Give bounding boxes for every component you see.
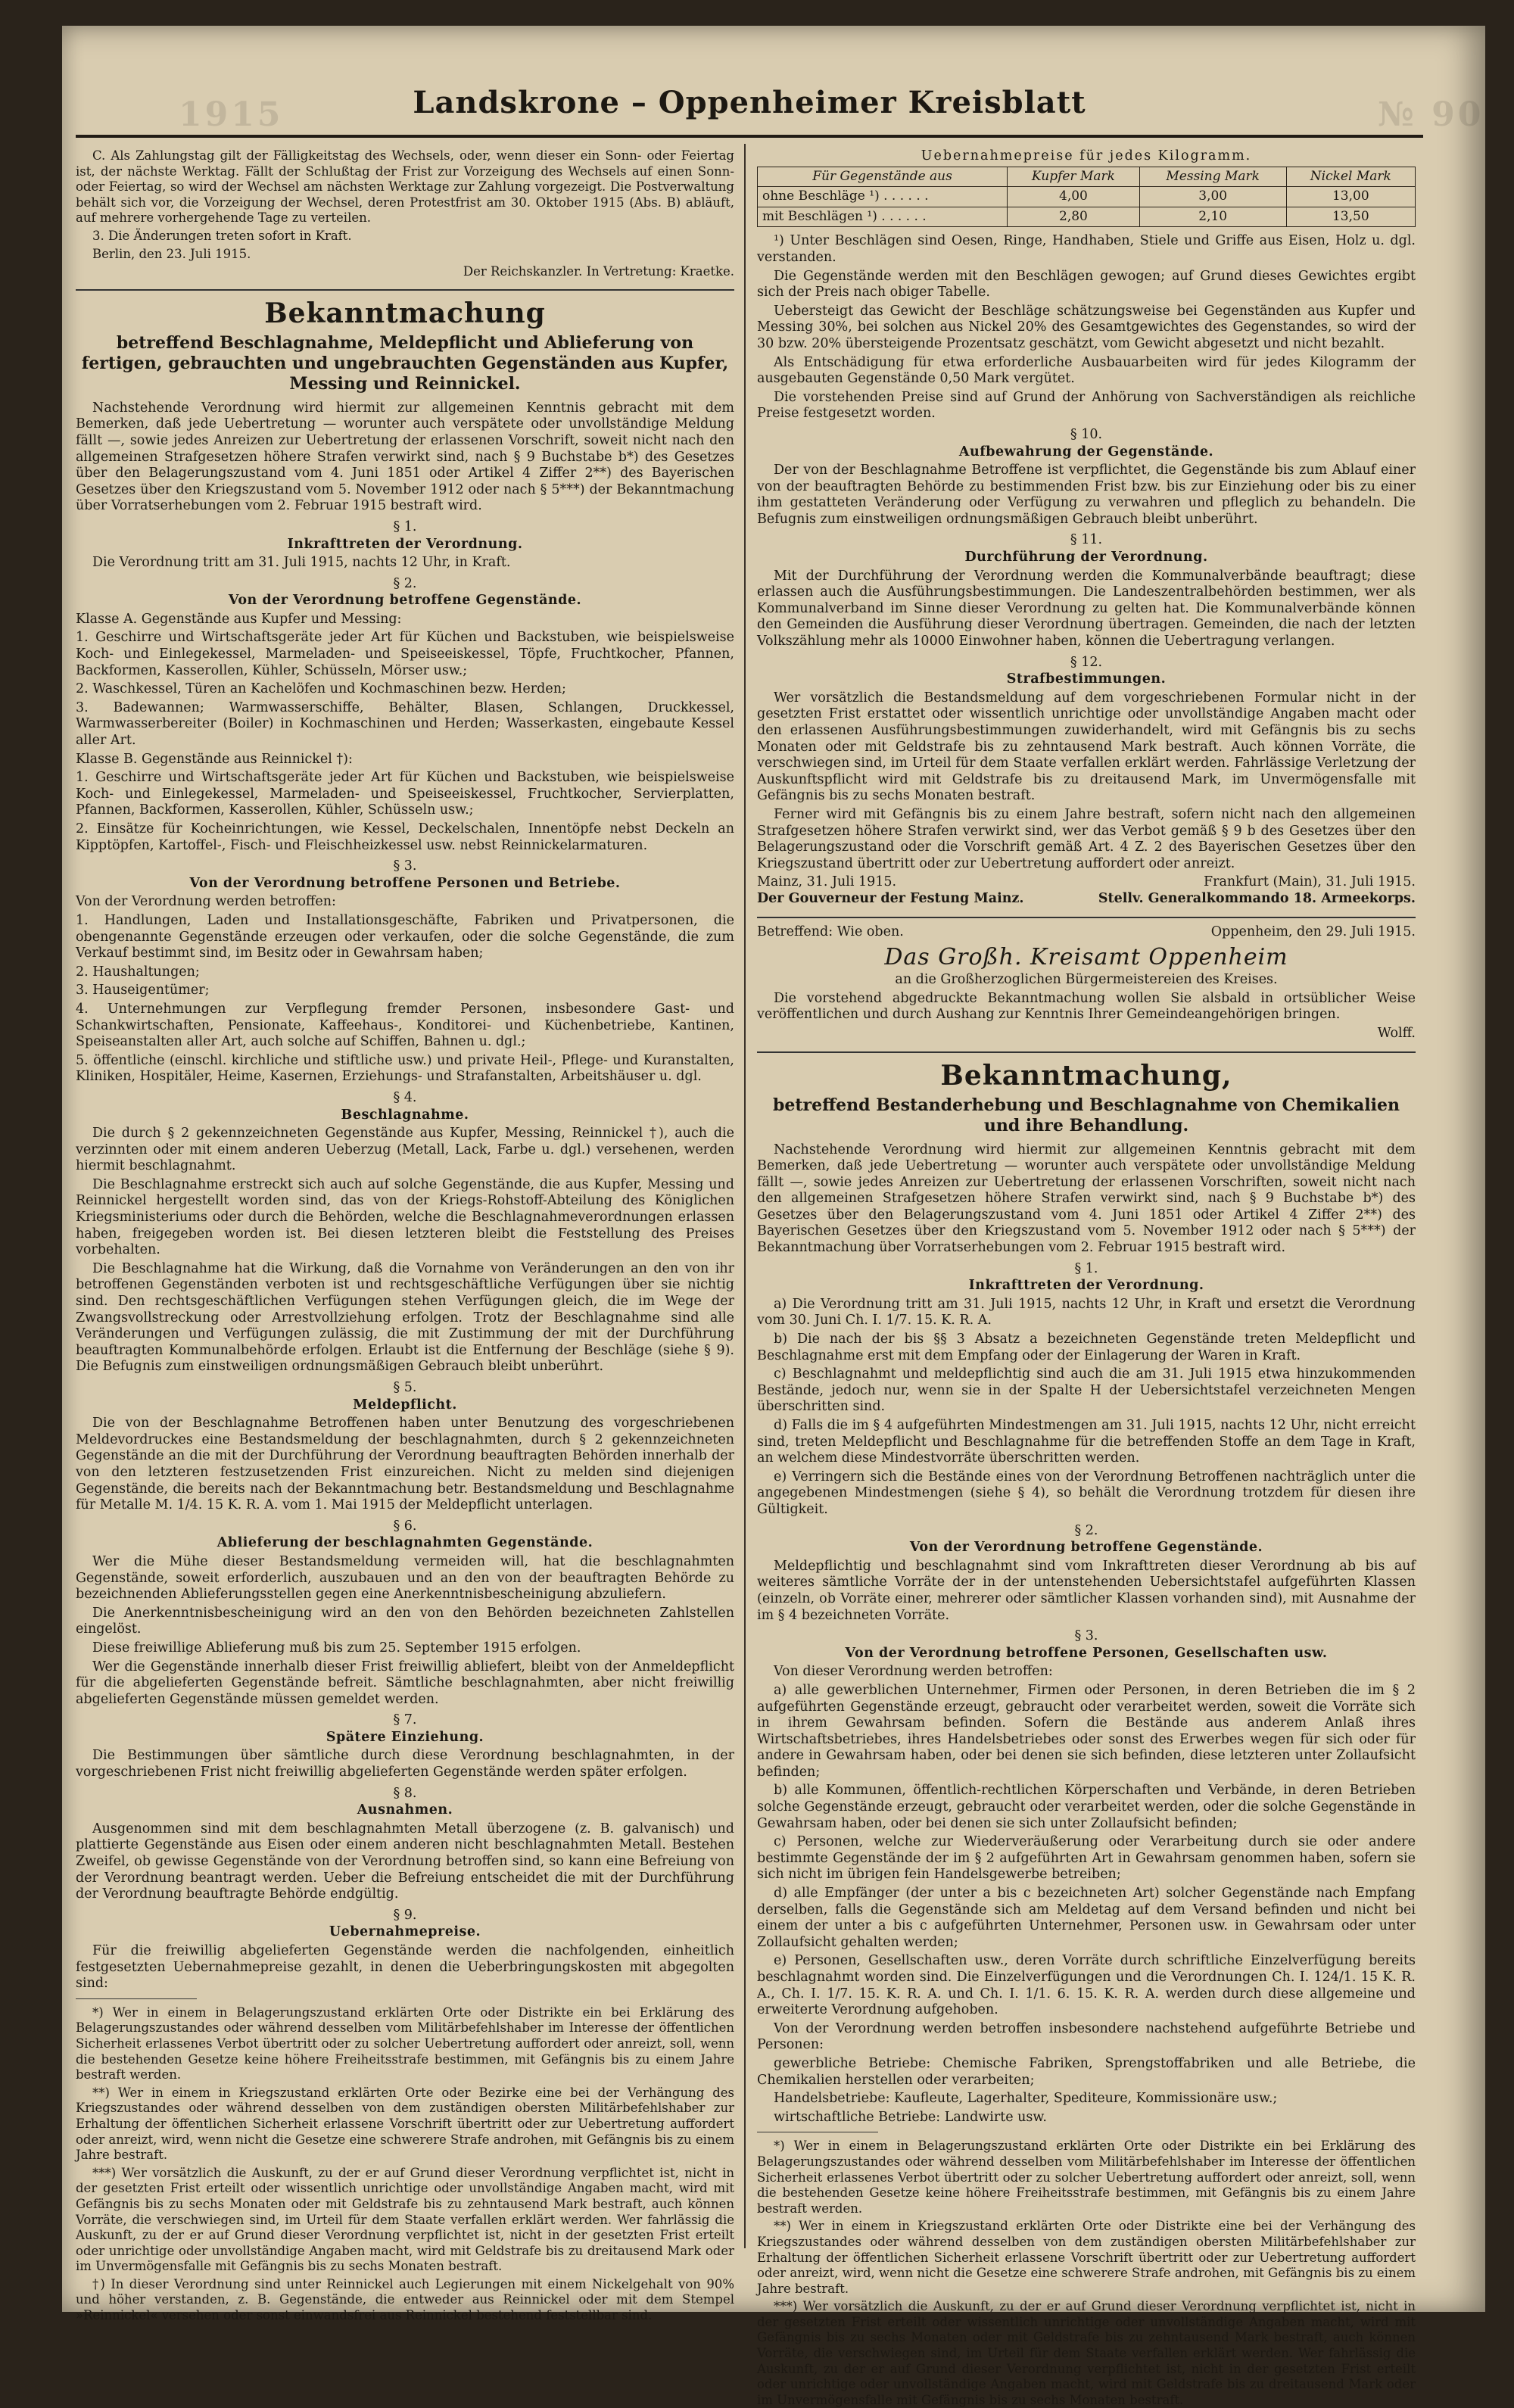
reference-label: Betreffend: Wie oben. bbox=[757, 924, 904, 939]
section-text: Wer die Mühe dieser Bestandsmeldung vermeiden will, hat die beschlagnahmten Gegenstände, soweit erforderlich, auszubauen und an den von der beauftragten Behörde zu bezeichnenden Ablieferungsstellen gegen eine Anerkenntnisbescheinigung abzuliefern. bbox=[76, 1553, 734, 1603]
section-heading: Uebernahmepreise. bbox=[329, 1924, 481, 1940]
section-heading: Strafbestimmungen. bbox=[1006, 671, 1167, 687]
kreisamt-signature: Wolff. bbox=[1377, 1025, 1416, 1041]
section-number: § 1. bbox=[1074, 1260, 1098, 1276]
list-item: gewerbliche Betriebe: Chemische Fabriken, Sprengstoffabriken und alle Betriebe, die Chemikalien herstellen oder verarbeiten; bbox=[757, 2055, 1416, 2088]
section-text: Die durch § 2 gekennzeichneten Gegenstände aus Kupfer, Messing, Reinnickel †), auch die verzinnten oder mit einem anderen Ueberzug (Metall, Lack, Farbe u. dgl.) versehenen, werden hiermit beschlagnahmt. bbox=[76, 1126, 734, 1174]
kreisamt-heading: Das Großh. Kreisamt Oppenheim bbox=[884, 944, 1288, 971]
footnote: *) Wer in einem in Belagerungszustand erklärten Orte oder Distrikte ein bei Erklärung des Belagerungszustandes oder während desselben vom Militärbefehlshaber im Interesse der öffentlichen Sicherheit erlassenes Verbot übertritt oder zu solcher Uebertretung auffordert oder anreizt, soll, wenn die bestehenden Gesetze keine höhere Freiheitsstrafe bestimmen, mit Gefängnis bis zu einem Jahre bestraft werden. bbox=[757, 2139, 1416, 2216]
notice-title: Bekanntmachung, bbox=[940, 1059, 1232, 1092]
intro-paragraph: 3. Die Änderungen treten sofort in Kraft. bbox=[92, 228, 352, 243]
signature-place: Frankfurt (Main), 31. Juli 1915. bbox=[1203, 874, 1416, 890]
signature-row bbox=[757, 874, 1416, 891]
table-header-row bbox=[758, 167, 1416, 187]
section-text: Die Anerkenntnisbescheinigung wird an den von den Behörden bezeichneten Zahlstellen eingelöst. bbox=[76, 1605, 734, 1637]
table-cell: 3,00 bbox=[1139, 187, 1286, 207]
list-item: Klasse B. Gegenstände aus Reinnickel †): bbox=[76, 751, 353, 767]
section-text: Diese freiwillige Ablieferung muß bis zum 25. September 1915 erfolgen. bbox=[92, 1640, 581, 1656]
table-cell: ohne Beschläge ¹) . . . . . . bbox=[758, 187, 1008, 207]
section-heading: Von der Verordnung betroffene Personen, Gesellschaften usw. bbox=[845, 1645, 1328, 1661]
section-heading: Meldepflicht. bbox=[353, 1397, 457, 1413]
masthead-rule bbox=[76, 135, 1423, 138]
left-column bbox=[76, 148, 734, 2323]
section-number: § 12. bbox=[1070, 654, 1103, 670]
section-heading: Aufbewahrung der Gegenstände. bbox=[958, 444, 1214, 459]
section-text: Für die freiwillig abgelieferten Gegenstände werden die nachfolgenden, einheitlich festgesetzten Uebernahmepreise gezahlt, in denen die Ueberbringungskosten mit abgegolten sind: bbox=[76, 1943, 734, 1992]
intro-block bbox=[76, 148, 734, 280]
table-cell: 4,00 bbox=[1008, 187, 1140, 207]
section-number: § 1. bbox=[393, 519, 417, 534]
list-item: 3. Hauseigentümer; bbox=[76, 983, 210, 998]
list-item: 5. öffentliche (einschl. kirchliche und stiftliche usw.) und private Heil-, Pflege- und Kuranstalten, Kliniken, Hospitäler, Heime, Kasernen, Erziehungs- und Strafanstalten, Arbeitshäuser u. dgl. bbox=[76, 1052, 734, 1085]
table-cell: mit Beschlägen ¹) . . . . . . bbox=[758, 207, 1008, 227]
section-number: § 9. bbox=[393, 1907, 417, 1923]
list-item: e) Verringern sich die Bestände eines von der Verordnung Betroffenen nachträglich unter die angegebenen Mindestmengen (siehe § 4), so behält die Verordnung trotzdem für diesen ihre Gültigkeit. bbox=[757, 1469, 1416, 1517]
section-number: § 2. bbox=[393, 575, 417, 591]
list-item: Von dieser Verordnung werden betroffen: bbox=[774, 1664, 1053, 1680]
section-text: Meldepflichtig und beschlagnahmt sind vom Inkrafttreten dieser Verordnung ab bis auf weiteres sämtliche Vorräte der in der untenstehenden Uebersichtstafel aufgeführten Klassen (einzeln, ob Vorräte einer, mehrerer oder sämtlicher Klassen vorhanden sind), mit Ausnahme der im § 4 bezeichneten Vorräte. bbox=[757, 1558, 1416, 1623]
price-note: Die vorstehenden Preise sind auf Grund der Anhörung von Sachverständigen als reichliche Preise festgesetzt worden. bbox=[757, 389, 1416, 422]
footnote: **) Wer in einem in Kriegszustand erklärten Orte oder Distrikte eine bei der Verhängung des Kriegszustandes oder während desselben von dem zuständigen obersten Militärbefehlshaber zur Erhaltung der öffentlichen Sicherheit erlassene Vorschrift übertritt oder zur Uebertretung auffordert oder anreizt, wird, wenn nicht die Gesetze eine schwerere Strafe androhen, mit Gefängnis bis zu einem Jahre bestraft. bbox=[757, 2219, 1416, 2296]
signature-row bbox=[757, 891, 1416, 908]
section-number: § 3. bbox=[1074, 1628, 1098, 1644]
section-number: § 8. bbox=[393, 1785, 417, 1801]
section-text: Ausgenommen sind mit dem beschlagnahmten Metall überzogene (z. B. galvanisch) und plattierte Gegenstände aus Eisen oder einem anderen nicht beschlagnahmten Metall. Bestehen Zweifel, ob gewisse Gegenstände von der Verordnung betroffen sind, so kann eine Befreiung von der Verordnung beantragt werden. Ueber die Befreiung entscheidet die mit der Durchführung der Verordnung beauftragte Behörde endgültig. bbox=[76, 1821, 734, 1902]
list-item: 1. Handlungen, Laden und Installationsgeschäfte, Fabriken und Privatpersonen, die obengenannte Gegenstände erzeugen oder verkaufen, oder die solche Gegenstände, die zum Verkauf bestimmt sind, im Besitz oder in Gewahrsam haben; bbox=[76, 912, 734, 961]
price-note: Uebersteigt das Gewicht der Beschläge schätzungsweise bei Gegenständen aus Kupfer und Messing 30%, bei solchen aus Nickel 20% des Gesamtgewichtes des Gegenstandes, so wird der 30 bzw. 20% übersteigende Prozentsatz geschätzt, vom Gewicht abgesetzt und nicht bezahlt. bbox=[757, 303, 1416, 351]
list-item: a) alle gewerblichen Unternehmer, Firmen oder Personen, in deren Betrieben die im § 2 aufgeführten Gegenstände erzeugt, gebraucht oder verarbeitet werden, soweit die Vorräte sich in ihrem Gewahrsam befinden. Sofern die Bestände aus anderem Anlaß ihres Wirtschaftsbetriebes, ihres Handelsbetriebes oder sonst des Erwerbes wegen für sich oder für andere in Gewahrsam haben, oder bei denen sie sich befinden, diese letzteren unter Zollaufsicht befinden; bbox=[757, 1682, 1416, 1780]
list-item: a) Die Verordnung tritt am 31. Juli 1915, nachts 12 Uhr, in Kraft und ersetzt die Verordnung vom 30. Juni Ch. I. 1/7. 15. K. R. A. bbox=[757, 1296, 1416, 1329]
list-item: Klasse A. Gegenstände aus Kupfer und Messing: bbox=[76, 611, 402, 627]
bleed-through-issue: № 90 bbox=[1378, 95, 1484, 134]
list-item: 1. Geschirre und Wirtschaftsgeräte jeder Art für Küchen und Backstuben, wie beispielsweise Koch- und Einlegekessel, Marmeladen- und Speiseeiskessel, Töpfe, Fruchtkocher, Pfannen, Backformen, Kasserollen, Kühler, Schüsseln, Mörser usw.; bbox=[76, 630, 734, 678]
footnote: †) In dieser Verordnung sind unter Reinnickel auch Legierungen mit einem Nickelgehalt von 90% und höher verstanden, z. B. Gegenstände, die entweder aus Reinnickel oder mit dem Stempel »Reinnickel« versehen oder sonst einwandsfrei aus Reinnickel bestehend feststellbar sind. bbox=[76, 2276, 734, 2323]
section-heading: Spätere Einziehung. bbox=[326, 1729, 484, 1745]
section-number: § 4. bbox=[393, 1089, 417, 1105]
table-cell: 13,00 bbox=[1286, 187, 1415, 207]
right-column bbox=[757, 148, 1416, 2407]
kreisamt-text: Die vorstehend abgedruckte Bekanntmachung wollen Sie alsbald in ortsüblicher Weise veröffentlichen und durch Aushang zur Kenntnis Ihrer Gemeindeangehörigen bringen. bbox=[757, 990, 1416, 1023]
footnote: ***) Wer vorsätzlich die Auskunft, zu der er auf Grund dieser Verordnung verpflichtet ist, nicht in der gesetzten Frist erteilt oder wissentlich unrichtige oder unvollständige Angaben macht, wird mit Gefängnis bis zu sechs Monaten oder mit Geldstrafe bis zu zehntausend Mark bestraft, auch können Vorräte, die verschwiegen sind, im Urteil für dem Staate verfallen erklärt werden. Wer fahrlässig die Auskunft, zu der er auf Grund dieser Verordnung verpflichtet ist, nicht in der gesetzten Frist erteilt oder unrichtige oder unvollständige Angaben macht, wird mit Geldstrafe bis zu dreitausend Mark oder im Unvermögensfalle mit Gefängnis bis zu sechs Monaten bestraft. bbox=[757, 2299, 1416, 2407]
table-cell: 2,80 bbox=[1008, 207, 1140, 227]
footnote: *) Wer in einem in Belagerungszustand erklärten Orte oder Distrikte ein bei Erklärung des Belagerungszustandes oder während desselben vom Militärbefehlshaber im Interesse der öffentlichen Sicherheit erlassenes Verbot übertritt oder zu solcher Uebertretung auffordert oder anreizt, soll, wenn die bestehenden Gesetze keine höhere Freiheitsstrafe bestimmen, mit Gefängnis bis zu einem Jahre bestraft werden. bbox=[76, 2005, 734, 2082]
section-number: § 5. bbox=[393, 1380, 417, 1395]
section-number: § 2. bbox=[1074, 1522, 1098, 1538]
list-item: 2. Haushaltungen; bbox=[76, 964, 200, 980]
kreisamt-addressee: an die Großherzoglichen Bürgermeistereien des Kreises. bbox=[895, 972, 1278, 988]
list-item: Handelsbetriebe: Kaufleute, Lagerhalter, Spediteure, Kommissionäre usw.; bbox=[774, 2091, 1278, 2107]
signature-place: Mainz, 31. Juli 1915. bbox=[757, 874, 897, 890]
notice-title: Bekanntmachung bbox=[264, 297, 546, 329]
price-note: ¹) Unter Beschlägen sind Oesen, Ringe, Handhaben, Stiele und Griffe aus Eisen, Holz u. dgl. verstanden. bbox=[757, 233, 1416, 265]
table-row bbox=[758, 187, 1416, 207]
section-text: Die Verordnung tritt am 31. Juli 1915, nachts 12 Uhr, in Kraft. bbox=[92, 555, 511, 571]
reference-row bbox=[757, 924, 1416, 941]
divider bbox=[76, 289, 734, 291]
list-item: c) Personen, welche zur Wiederveräußerung oder Verarbeitung durch sie oder andere bestimmte Gegenstände der im § 2 aufgeführten Art in Gewahrsam genommen haben, sofern sie sich nicht im übrigen fein Handelsgewerbe betreiben; bbox=[757, 1834, 1416, 1883]
section-heading: Ausnahmen. bbox=[357, 1802, 453, 1818]
section-number: § 6. bbox=[393, 1518, 417, 1534]
list-item: 2. Waschkessel, Türen an Kachelöfen und Kochmaschinen bezw. Herden; bbox=[76, 681, 566, 697]
column-divider bbox=[744, 144, 746, 2248]
divider bbox=[757, 917, 1416, 918]
section-text: Die Beschlagnahme erstreckt sich auch auf solche Gegenstände, die aus Kupfer, Messing und Reinnickel hergestellt worden sind, das von der Kriegs-Rohstoff-Abteilung des Königlichen Kriegsministeriums oder durch die Behörden, welche die Beschlagnahmeverordnungen erlassen haben, freigegeben worden ist. Bei diesen letzteren bleibt die Feststellung des Preises vorbehalten. bbox=[76, 1176, 734, 1258]
section-text: Die Bestimmungen über sämtliche durch diese Verordnung beschlagnahmten, in der vorgeschriebenen Frist nicht freiwillig abgelieferten Gegenstände werden später erfolgen. bbox=[76, 1748, 734, 1780]
masthead: Landskrone – Oppenheimer Kreisblatt bbox=[413, 85, 1086, 120]
list-item: 1. Geschirre und Wirtschaftsgeräte jeder Art für Küchen und Backstuben, wie beispielsweise Koch- und Einlegekessel, Marmeladen- und Speiseeiskessel, Fruchtkocher, Servierplatten, Pfannen, Backformen, Kasserollen, Kühler, Schüsseln usw.; bbox=[76, 770, 734, 818]
list-item: wirtschaftliche Betriebe: Landwirte usw. bbox=[774, 2109, 1047, 2125]
section-number: § 11. bbox=[1070, 532, 1103, 548]
section-heading: Inkrafttreten der Verordnung. bbox=[968, 1278, 1204, 1294]
footnote: ***) Wer vorsätzlich die Auskunft, zu der er auf Grund dieser Verordnung verpflichtet ist, nicht in der gesetzten Frist erteilt oder wissentlich unrichtige oder unvollständige Angaben macht, wird mit Gefängnis bis zu sechs Monaten oder mit Geldstrafe bis zu zehntausend Mark bestraft, auch können Vorräte, die verschwiegen sind, im Urteil für dem Staate verfallen erklärt werden. Wer fahrlässig die Auskunft, zu der er auf Grund dieser Verordnung verpflichtet ist, nicht in der gesetzten Frist erteilt oder unrichtige oder unvollständige Angaben macht, wird mit Geldstrafe bis zu dreitausend Mark oder im Unvermögensfalle mit Gefängnis bis zu sechs Monaten bestraft. bbox=[76, 2165, 734, 2274]
section-text: Mit der Durchführung der Verordnung werden die Kommunalverbände beauftragt; diese erlassen auch die Ausführungsbestimmungen. Die Landeszentralbehörden bestimmen, wer als Kommunalverband im Sinne dieser Verordnung zu gelten hat. Die Kommunalverbände können den Gemeinden die Ausführung dieser Verordnung übertragen. Gemeinden, die nach der letzten Volkszählung mehr als 10000 Einwohner haben, können die Uebertragung verlangen. bbox=[757, 568, 1416, 650]
list-item: 3. Badewannen; Warmwasserschiffe, Behälter, Blasen, Schlangen, Druckkessel, Warmwasserbereiter (Boiler) in Kochmaschinen und Herden; Wasserkasten, eingebaute Kessel aller Art. bbox=[76, 699, 734, 749]
footnote-separator bbox=[76, 1998, 197, 1999]
section-text: Der von der Beschlagnahme Betroffene ist verpflichtet, die Gegenstände bis zum Ablauf einer von der beauftragten Behörde zu bestimmenden Frist bzw. bis zur Einziehung oder bis zu einer ihm gestatteten Veränderung oder Verfügung zu verwahren und pfleglich zu behandeln. Die Befugnis zum einstweiligen ordnungsmäßigen Gebrauch bleibt unberührt. bbox=[757, 463, 1416, 527]
section-heading: Von der Verordnung betroffene Gegenstände. bbox=[909, 1540, 1263, 1556]
list-item: b) alle Kommunen, öffentlich-rechtlichen Körperschaften und Verbände, in deren Betrieben solche Gegenstände erzeugt, gebraucht oder verarbeitet werden, oder die solche Gegenstände in Gewahrsam haben, oder bei denen sie sich unter Zollaufsicht befinden; bbox=[757, 1783, 1416, 1831]
list-item: e) Personen, Gesellschaften usw., deren Vorräte durch schriftliche Einzelverfügung bereits beschlagnahmt worden sind. Die Einzelverfügungen und die Verordnungen Ch. I. 124/1. 15 K. R. A., Ch. I. 1/7. 15. K. R. A. und Ch. I. 1/1. 6. 15. K. R. A. werden durch diese allgemeine und erweiterte Verordnung aufgehoben. bbox=[757, 1953, 1416, 2018]
signature-name: Der Gouverneur der Festung Mainz. bbox=[757, 890, 1024, 906]
intro-paragraph: C. Als Zahlungstag gilt der Fälligkeitstag des Wechsels, oder, wenn dieser ein Sonn- oder Feiertag ist, der nächste Werktag. Fällt der Schlußtag der Frist zur Vorzeigung des Wechsels auf einen Sonn- oder Feiertag, so wird der Wechsel am nächsten Werktage zur Zahlung vorgezeigt. Die Postverwaltung behält sich vor, die Vorzeigung der Wechsel, deren Protestfrist am 30. Oktober 1915 (Abs. B) abläuft, auf mehrere vorhergehende Tage zu verteilen. bbox=[76, 148, 734, 226]
section-text: Die von der Beschlagnahme Betroffenen haben unter Benutzung des vorgeschriebenen Meldevordruckes eine Bestandsmeldung der beschlagnahmten, durch § 2 gekennzeichneten Gegenstände an die mit der Durchführung der Verordnung beauftragten Behörden innerhalb der von den letzteren festzusetzenden Frist einzureichen. Nicht zu melden sind diejenigen Gegenstände, die bereits nach der Bekanntmachung betr. Bestandsmeldung und Beschlagnahme für Metalle M. 1/4. 15 K. R. A. vom 1. Mai 1915 der Meldepflicht unterlagen. bbox=[76, 1416, 734, 1513]
section-heading: Durchführung der Verordnung. bbox=[964, 550, 1208, 565]
signature-name: Stellv. Generalkommando 18. Armeekorps. bbox=[1098, 890, 1416, 906]
table-header: Nickel Mark bbox=[1286, 167, 1415, 187]
section-heading: Beschlagnahme. bbox=[341, 1107, 469, 1123]
notice-subtitle: betreffend Bestanderhebung und Beschlagnahme von Chemikalien und ihre Behandlung. bbox=[772, 1095, 1400, 1135]
list-item: 2. Einsätze für Kocheinrichtungen, wie Kessel, Deckelschalen, Innentöpfe nebst Deckeln an Kipptöpfen, Kartoffel-, Fisch- und Fleischheizkessel usw. nebst Reinnickelarmaturen. bbox=[76, 821, 734, 853]
price-table bbox=[757, 167, 1416, 228]
preamble: Nachstehende Verordnung wird hiermit zur allgemeinen Kenntnis gebracht mit dem Bemerken, daß jede Uebertretung — worunter auch verspätete oder unvollständige Meldung fällt —, sowie jedes Anreizen zur Uebertretung der erlassenen Vorschriften, soweit nicht nach den allgemeinen Strafgesetzen höhere Strafen verwirkt sind, nach § 9 Buchstabe b*) des Gesetzes über den Belagerungszustand vom 4. Juni 1851 oder Artikel 4 Ziffer 2**) des Bayerischen Gesetzes über den Kriegszustand vom 5. November 1912 oder nach § 5***) der Bekanntmachung über Vorratserhebungen vom 2. Februar 1915 bestraft wird. bbox=[757, 1142, 1416, 1256]
section-heading: Ablieferung der beschlagnahmten Gegenstände. bbox=[217, 1535, 593, 1551]
list-item: b) Die nach der bis §§ 3 Absatz a bezeichneten Gegenstände treten Meldepflicht und Beschlagnahme erst mit dem Empfang oder der Einlagerung der Waren in Kraft. bbox=[757, 1332, 1416, 1363]
table-row bbox=[758, 207, 1416, 227]
list-item: Von der Verordnung werden betroffen insbesondere nachstehend aufgeführte Betriebe und Personen: bbox=[757, 2020, 1416, 2053]
bleed-through-year: 1915 bbox=[179, 95, 284, 134]
section-number: § 10. bbox=[1070, 426, 1103, 442]
table-cell: 2,10 bbox=[1139, 207, 1286, 227]
section-heading: Inkrafttreten der Verordnung. bbox=[287, 536, 523, 552]
table-header: Kupfer Mark bbox=[1008, 167, 1140, 187]
section-text: Ferner wird mit Gefängnis bis zu einem Jahre bestraft, sofern nicht nach den allgemeinen Strafgesetzen höhere Strafen verwirkt sind, wer das Verbot gemäß § 9 b des Gesetzes über den Belagerungszustand oder die Vorschrift gemäß Art. 4 Z. 2 des Bayerischen Gesetzes über den Kriegszustand übertritt oder zur Uebertretung auffordert oder anreizt. bbox=[757, 806, 1416, 871]
footnote: **) Wer in einem in Kriegszustand erklärten Orte oder Bezirke eine bei der Verhängung des Kriegszustandes oder während desselben von dem zuständigen obersten Militärbefehlshaber zur Erhaltung der öffentlichen Sicherheit erlassene Vorschrift übertritt oder zur Uebertretung auffordert oder anreizt, wird, wenn nicht die Gesetze eine schwerere Strafe androhen, mit Gefängnis bis zu einem Jahre bestraft. bbox=[76, 2085, 734, 2163]
list-item: 4. Unternehmungen zur Verpflegung fremder Personen, insbesondere Gast- und Schankwirtschaften, Pensionate, Kaffeehaus-, Konditorei- und Küchenbetriebe, Kantinen, Speiseanstalten aller Art, auch solche auf Schiffen, Bahnen u. dgl.; bbox=[76, 1001, 734, 1050]
section-heading: Von der Verordnung betroffene Personen und Betriebe. bbox=[189, 875, 621, 891]
reference-date: Oppenheim, den 29. Juli 1915. bbox=[1210, 924, 1416, 939]
preamble: Nachstehende Verordnung wird hiermit zur allgemeinen Kenntnis gebracht mit dem Bemerken, daß jede Uebertretung — worunter auch verspätete oder unvollständige Meldung fällt —, sowie jedes Anreizen zur Uebertretung der erlassenen Vorschrift, soweit nicht nach den allgemeinen Strafgesetzen höhere Strafen verwirkt sind, nach § 9 Buchstabe b*) des Gesetzes über den Belagerungszustand vom 4. Juni 1851 oder Artikel 4 Ziffer 2**) des Bayerischen Gesetzes über den Kriegszustand vom 5. November 1912 oder nach § 5***) der Bekanntmachung über Vorratserhebungen vom 2. Februar 1915 bestraft wird. bbox=[76, 400, 734, 514]
intro-signature: Der Reichskanzler. In Vertretung: Kraetke. bbox=[463, 264, 734, 279]
list-item: d) alle Empfänger (der unter a bis c bezeichneten Art) solcher Gegenstände nach Empfang derselben, falls die Gegenstände sich am Meldetag auf dem Versand befinden und nicht bei einem der unter a bis c aufgeführten Unternehmer, Personen usw. in Gewahrsam oder unter Zollaufsicht gehalten werden; bbox=[757, 1886, 1416, 1950]
notice-subtitle: betreffend Beschlagnahme, Meldepflicht und Ablieferung von fertigen, gebrauchten und ungebrauchten Gegenständen aus Kupfer, Messing und Reinnickel. bbox=[81, 332, 729, 394]
list-item: d) Falls die im § 4 aufgeführten Mindestmengen am 31. Juli 1915, nachts 12 Uhr, nicht erreicht sind, treten Meldepflicht und Beschlagnahme für die betreffenden Stoffe an dem Tage in Kraft, an welchem diese Mindestvorräte überschritten werden. bbox=[757, 1418, 1416, 1466]
table-cell: 13,50 bbox=[1286, 207, 1415, 227]
section-number: § 3. bbox=[393, 858, 417, 874]
list-item: c) Beschlagnahmt und meldepflichtig sind auch die am 31. Juli 1915 etwa hinzukommenden Bestände, jedoch nur, wenn sie in der Spalte H der Uebersichtstafel verzeichneten Mengen überschritten sind. bbox=[757, 1366, 1416, 1415]
price-note: Als Entschädigung für etwa erforderliche Ausbauarbeiten wird für jedes Kilogramm der ausgebauten Gegenstände 0,50 Mark vergütet. bbox=[757, 354, 1416, 387]
list-item: Von der Verordnung werden betroffen: bbox=[76, 894, 336, 910]
section-text: Wer die Gegenstände innerhalb dieser Frist freiwillig abliefert, bleibt von der Anmeldepflicht für die abgelieferten Gegenstände befreit. Sämtliche beschlagnahmten, aber nicht freiwillig abgelieferten Gegenstände müssen gemeldet werden. bbox=[76, 1659, 734, 1707]
section-text: Die Beschlagnahme hat die Wirkung, daß die Vornahme von Veränderungen an den von ihr betroffenen Gegenständen verboten ist und rechtsgeschäftliche Verfügungen über sie nichtig sind. Den rechtsgeschäftlichen Verfügungen stehen Verfügungen gleich, die im Wege der Zwangsvollstreckung oder Arrestvollziehung erfolgen. Trotz der Beschlagnahme sind alle Veränderungen und Verfügungen zulässig, die mit Zustimmung der mit der Durchführung beauftragten Kommunalbehörde erfolgen. Erlaubt ist die Entfernung der Beschläge (siehe § 9). Die Befugnis zum einstweiligen ordnungsmäßigen Gebrauch bleibt unberührt. bbox=[76, 1260, 734, 1375]
section-heading: Von der Verordnung betroffene Gegenstände. bbox=[228, 593, 582, 609]
price-note: Die Gegenstände werden mit den Beschlägen gewogen; auf Grund dieses Gewichtes ergibt sich der Preis nach obiger Tabelle. bbox=[757, 268, 1416, 301]
table-header: Für Gegenstände aus bbox=[758, 167, 1008, 187]
intro-paragraph: Berlin, den 23. Juli 1915. bbox=[92, 246, 251, 261]
section-text: Wer vorsätzlich die Bestandsmeldung auf dem vorgeschriebenen Formular nicht in der gesetzten Frist erstattet oder wissentlich unrichtige oder unvollständige Angaben macht oder den erlassenen Ausführungsbestimmungen zuwiderhandelt, wird mit Gefängnis bis zu sechs Monaten oder mit Geldstrafe bis zu zehntausend Mark bestraft. Auch können Vorräte, die verschwiegen sind, im Urteil für dem Staate verfallen erklärt werden. Fahrlässige Verletzung der Auskunftspflicht wird mit Geldstrafe bis zu dreitausend Mark, im Unvermögensfalle mit Gefängnis bis zu sechs Monaten bestraft. bbox=[757, 690, 1416, 804]
price-table-title: Uebernahmepreise für jedes Kilogramm. bbox=[921, 148, 1252, 164]
section-number: § 7. bbox=[393, 1712, 417, 1728]
table-header: Messing Mark bbox=[1139, 167, 1286, 187]
divider bbox=[757, 1051, 1416, 1053]
